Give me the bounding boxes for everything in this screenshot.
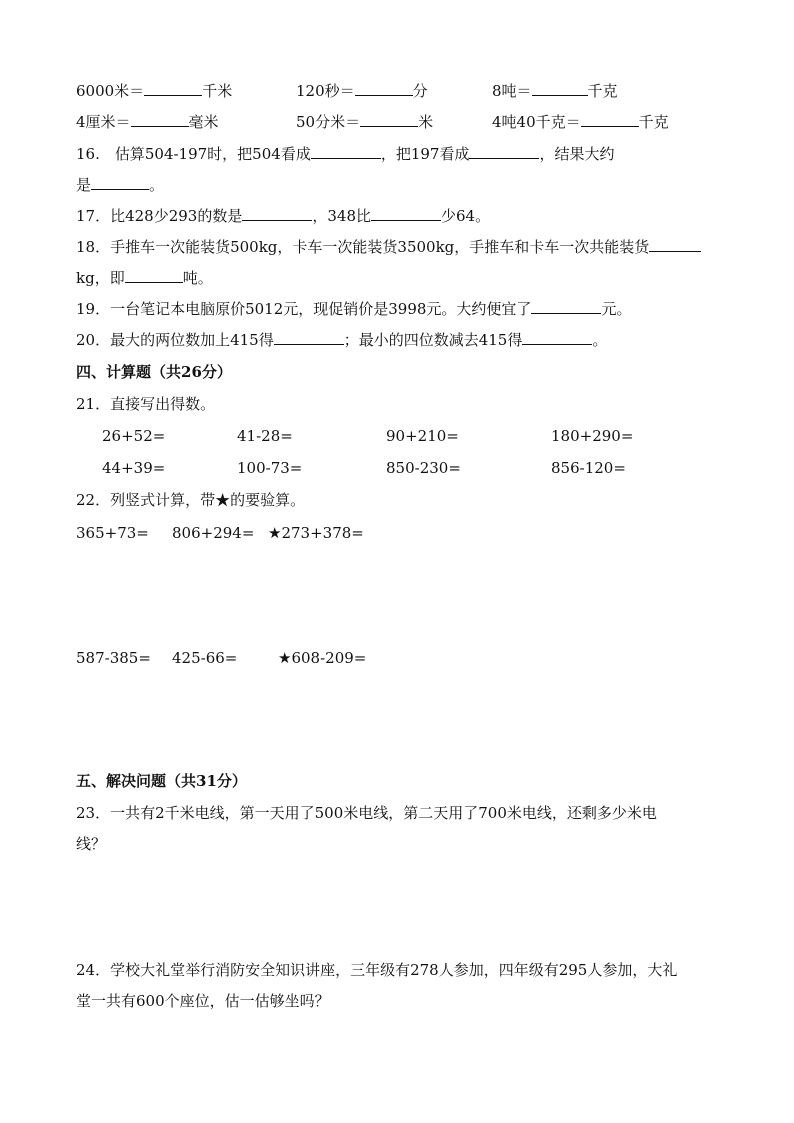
q22-expr: 806+294= — [172, 524, 255, 542]
q16-text-a: 16. 估算504-197时，把504看成 — [76, 145, 311, 163]
q17-text-a: 17．比428少293的数是 — [76, 207, 243, 225]
conv-2-3-pre: 4吨40千克＝ — [492, 113, 581, 131]
conv-2-1-pre: 4厘米＝ — [76, 113, 131, 131]
answer-blank[interactable] — [371, 206, 441, 221]
question-23-line1: 23．一共有2千米电线，第一天用了500米电线，第二天用了700米电线，还剩多少米电 — [76, 804, 657, 822]
conversion-row-1c — [492, 81, 618, 101]
q21-expr: 44+39= — [102, 459, 166, 477]
q16-text-b: ，把197看成 — [380, 145, 470, 163]
conv-1-3-post: 千克 — [587, 82, 618, 100]
q20-text-c: 。 — [592, 331, 608, 349]
section-5-title: 五、解决问题（共31分） — [76, 772, 247, 790]
conv-2-3-post: 千克 — [638, 113, 669, 131]
question-23-line2: 线？ — [76, 835, 107, 853]
q21-expr: 856-120= — [551, 459, 626, 477]
answer-blank[interactable] — [144, 81, 202, 96]
q21-expr: 100-73= — [237, 459, 303, 477]
q22-expr: ★273+378= — [268, 524, 364, 542]
q21-expr: 41-28= — [237, 427, 293, 445]
answer-blank[interactable] — [125, 268, 183, 283]
answer-blank[interactable] — [274, 330, 344, 345]
q17-text-b: ，348比 — [312, 207, 371, 225]
q22-expr: 365+73= — [76, 524, 149, 542]
conv-1-2-post: 分 — [412, 82, 428, 100]
answer-blank[interactable] — [355, 81, 413, 96]
q21-expr: 90+210= — [386, 427, 459, 445]
question-16 — [76, 144, 614, 164]
conv-1-2-pre: 120秒＝ — [296, 82, 355, 100]
q18-text-b: kg，即 — [76, 269, 125, 287]
question-19 — [76, 299, 631, 319]
conversion-row-2b — [296, 112, 433, 132]
q17-text-c: 少64。 — [441, 207, 491, 225]
q18-text-a: 18．手推车一次能装货500kg，卡车一次能装货3500kg，手推车和卡车一次共能装货 — [76, 238, 650, 256]
conv-2-1-post: 毫米 — [188, 113, 219, 131]
conversion-row-2c — [492, 112, 669, 132]
q19-text-a: 19．一台笔记本电脑原价5012元，现促销价是3998元。大约便宜了 — [76, 300, 532, 318]
q16-text-e: 。 — [149, 176, 165, 194]
answer-blank[interactable] — [131, 112, 189, 127]
q21-expr: 26+52= — [102, 427, 166, 445]
question-17 — [76, 206, 490, 226]
answer-blank[interactable] — [91, 175, 149, 190]
question-18-cont — [76, 268, 213, 288]
q21-expr: 180+290= — [551, 427, 634, 445]
conversion-row-2 — [76, 112, 219, 132]
answer-blank[interactable] — [469, 144, 539, 159]
answer-blank[interactable] — [649, 237, 701, 252]
answer-blank[interactable] — [311, 144, 381, 159]
q20-text-a: 20．最大的两位数加上415得 — [76, 331, 274, 349]
question-24-line1: 24．学校大礼堂举行消防安全知识讲座，三年级有278人参加，四年级有295人参加，大礼 — [76, 961, 678, 979]
q16-text-c: ，结果大约 — [539, 145, 615, 163]
q20-text-b: ；最小的四位数减去415得 — [343, 331, 523, 349]
conv-1-3-pre: 8吨＝ — [492, 82, 532, 100]
question-24-line2: 堂一共有600个座位，估一估够坐吗？ — [76, 992, 330, 1010]
answer-blank[interactable] — [531, 299, 601, 314]
answer-blank[interactable] — [522, 330, 592, 345]
conversion-row-1 — [76, 81, 232, 101]
answer-blank[interactable] — [581, 112, 639, 127]
q22-expr: 425-66= — [172, 649, 238, 667]
q22-expr: ★608-209= — [278, 649, 367, 667]
question-21-title: 21．直接写出得数。 — [76, 395, 216, 413]
answer-blank[interactable] — [532, 81, 588, 96]
conversion-row-1b — [296, 81, 428, 101]
q22-expr: 587-385= — [76, 649, 151, 667]
conv-1-1-pre: 6000米＝ — [76, 82, 145, 100]
q18-text-c: 吨。 — [182, 269, 213, 287]
answer-blank[interactable] — [360, 112, 418, 127]
answer-blank[interactable] — [242, 206, 312, 221]
question-16-cont — [76, 175, 164, 195]
q16-text-d: 是 — [76, 176, 92, 194]
conv-1-1-post: 千米 — [202, 82, 233, 100]
section-4-title: 四、计算题（共26分） — [76, 363, 232, 381]
question-22-title: 22．列竖式计算，带★的要验算。 — [76, 491, 306, 509]
question-20 — [76, 330, 607, 350]
conv-2-2-pre: 50分米＝ — [296, 113, 361, 131]
q19-text-b: 元。 — [601, 300, 632, 318]
q21-expr: 850-230= — [386, 459, 461, 477]
conv-2-2-post: 米 — [418, 113, 434, 131]
question-18 — [76, 237, 701, 257]
